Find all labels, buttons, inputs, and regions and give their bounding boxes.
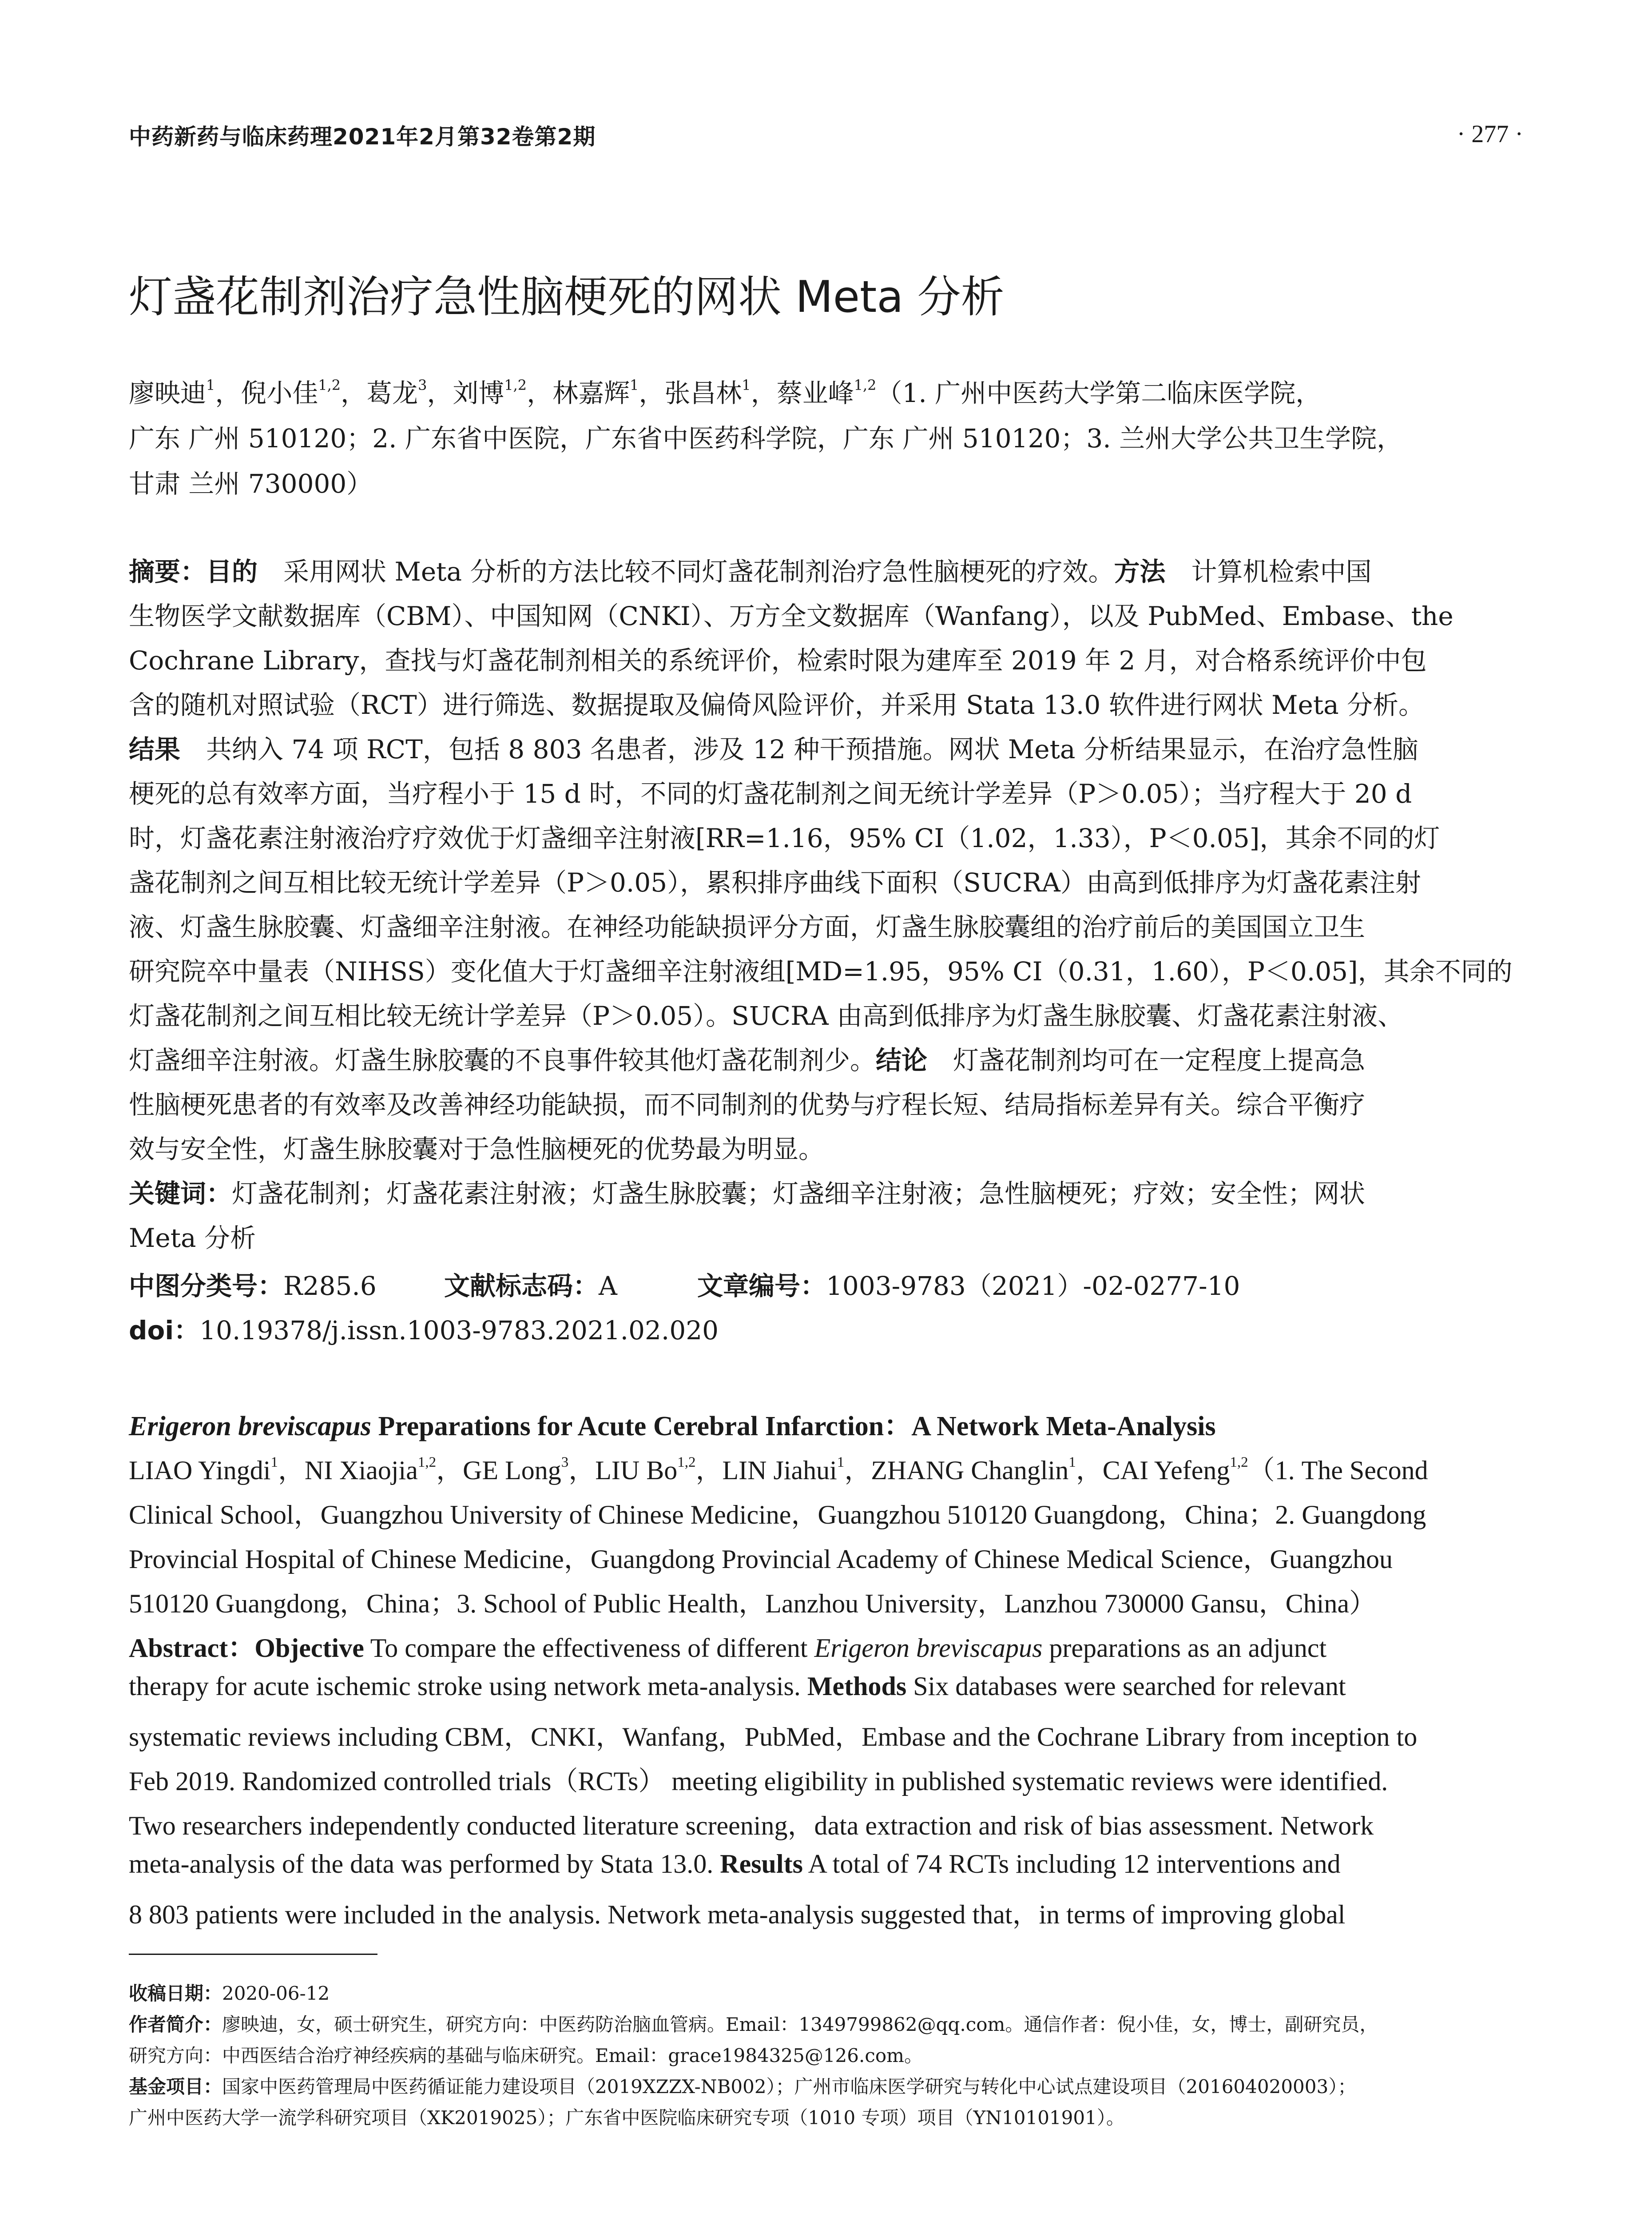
clc-label: 中图分类号： <box>129 1271 284 1301</box>
affiliation-mark: 1 <box>742 376 751 394</box>
keywords-line-2: Meta 分析 <box>129 1223 256 1253</box>
abstract-en-line-5: Two researchers independently conducted literature screening，data extraction and risk of bias assessment. Network <box>129 1811 1374 1840</box>
running-header: 中药新药与临床药理2021年2月第32卷第2期 <box>129 124 596 150</box>
abstract-cn-line-8: 盏花制剂之间互相比较无统计学差异（P＞0.05），累积排序曲线下面积（SUCRA）由高到低排序为灯盏花素注射 <box>129 868 1421 898</box>
author-en: ，GE Long <box>436 1456 561 1485</box>
affiliation-en-line-2: Clinical School，Guangzhou University of Chinese Medicine，Guangzhou 510120 Guangdong，China；2. Guangdong <box>129 1500 1426 1529</box>
abstract-en-text: meta-analysis of the data was performed by Stata 13.0. <box>129 1849 720 1879</box>
author-cn: ，林嘉辉 <box>527 378 630 408</box>
funding-text: 国家中医药管理局中医药循证能力建设项目（2019XZZX-NB002）；广州市临床医学研究与转化中心试点建设项目（201604020003）； <box>222 2076 1357 2098</box>
affiliation-en: （1. The Second <box>1248 1456 1428 1485</box>
author-cn: ，葛龙 <box>341 378 418 408</box>
title-en-rest: Preparations for Acute Cerebral Infarction：A Network Meta-Analysis <box>371 1411 1216 1441</box>
affiliation-cn: （1. 广州中医药大学第二临床医学院， <box>876 378 1322 408</box>
article-title-cn: 灯盏花制剂治疗急性脑梗死的网状 Meta 分析 <box>129 272 1005 322</box>
abstract-en-text: preparations as an adjunct <box>1042 1633 1327 1663</box>
document-code <box>444 1265 617 1302</box>
abstract-results-label: 结果 <box>129 734 181 764</box>
article-number <box>697 1265 1240 1302</box>
abstract-en-objective-label: Abstract：Objective <box>129 1633 364 1663</box>
received-label: 收稿日期： <box>129 1982 222 2004</box>
species-name: Erigeron breviscapus <box>129 1411 371 1441</box>
affiliation-mark: 1,2 <box>1230 1454 1248 1470</box>
abstract-cn-line-5 <box>129 728 1523 766</box>
affiliation-mark: 1 <box>837 1454 845 1470</box>
affiliation-en-line-3: Provincial Hospital of Chinese Medicine，Guangdong Provincial Academy of Chinese Medical Science，Guangzhou <box>129 1544 1393 1574</box>
authors-en-line-1 <box>129 1449 1523 1487</box>
abstract-cn-line-2: 生物医学文献数据库（CBM）、中国知网（CNKI）、万方全文数据库（Wanfang），以及 PubMed、Embase、the <box>129 601 1453 631</box>
author-en: ，LIN Jiahui <box>695 1456 837 1485</box>
abstract-conclusion-label: 结论 <box>876 1045 928 1075</box>
species-name: Erigeron breviscapus <box>814 1633 1043 1663</box>
abstract-en-text: A total of 74 RCTs including 12 interventions and <box>802 1849 1341 1879</box>
page-number: · 277 · <box>1457 120 1523 148</box>
affiliation-mark: 3 <box>418 376 427 394</box>
abstract-en-text: Six databases were searched for relevant <box>906 1672 1346 1701</box>
abstract-text: 灯盏花制剂均可在一定程度上提高急 <box>927 1045 1366 1075</box>
clc-number <box>129 1265 377 1302</box>
keywords-label: 关键词： <box>129 1178 232 1209</box>
funding-line-1 <box>129 2072 1523 2099</box>
abstract-text: 灯盏细辛注射液。灯盏生脉胶囊的不良事件较其他灯盏花制剂少。 <box>129 1045 876 1075</box>
abstract-en-line-1 <box>129 1627 1523 1665</box>
abstract-en-line-7: 8 803 patients were included in the analysis. Network meta-analysis suggested that，in terms of improving global <box>129 1900 1346 1929</box>
abstract-en-line-4: Feb 2019. Randomized controlled trials（RCTs） meeting eligibility in published systematic reviews were identified. <box>129 1767 1388 1796</box>
author-en: LIAO Yingdi <box>129 1456 271 1485</box>
abstract-en-line-2 <box>129 1671 1523 1702</box>
affiliation-cn-line-2: 广东 广州 510120；2. 广东省中医院，广东省中医药科学院，广东 广州 510120；3. 兰州大学公共卫生学院， <box>129 423 1403 454</box>
affiliation-mark: 1 <box>630 376 639 394</box>
abstract-cn-line-12 <box>129 1039 1523 1077</box>
abstract-text: 共纳入 74 项 RCT，包括 8 803 名患者，涉及 12 种干预措施。网状 Meta 分析结果显示，在治疗急性脑 <box>180 734 1418 764</box>
abstract-methods-label: 方法 <box>1114 557 1166 587</box>
affiliation-mark: 1,2 <box>504 376 527 394</box>
affiliation-mark: 3 <box>561 1454 569 1470</box>
author-bio-label: 作者简介： <box>129 2014 222 2035</box>
author-cn: ，倪小佳 <box>215 378 318 408</box>
article-title-en <box>129 1404 1523 1443</box>
affiliation-en-line-4: 510120 Guangdong，China；3. School of Public Health，Lanzhou University，Lanzhou 730000 Gansu，China） <box>129 1589 1376 1618</box>
affiliation-mark: 1,2 <box>417 1454 437 1470</box>
affiliation-mark: 1,2 <box>677 1454 696 1470</box>
affiliation-mark: 1 <box>270 1454 278 1470</box>
abstract-cn-line-4: 含的随机对照试验（RCT）进行筛选、数据提取及偏倚风险评价，并采用 Stata 13.0 软件进行网状 Meta 分析。 <box>129 690 1425 720</box>
affiliation-mark: 1 <box>1068 1454 1076 1470</box>
abstract-en-line-6 <box>129 1849 1523 1879</box>
abstract-cn-line-3: Cochrane Library，查找与灯盏花制剂相关的系统评价，检索时限为建库至 2019 年 2 月，对合格系统评价中包 <box>129 645 1427 676</box>
abstract-en-line-3: systematic reviews including CBM，CNKI，Wanfang，PubMed，Embase and the Cochrane Library from inception to <box>129 1722 1418 1751</box>
author-en: ，NI Xiaojia <box>278 1456 418 1485</box>
doi-value: 10.19378/j.issn.1003-9783.2021.02.020 <box>199 1315 719 1345</box>
abstract-cn-line-7: 时，灯盏花素注射液治疗疗效优于灯盏细辛注射液[RR=1.16，95% CI（1.02，1.33），P＜0.05]，其余不同的灯 <box>129 823 1440 853</box>
affiliation-mark: 1,2 <box>854 376 877 394</box>
abstract-cn-line-11: 灯盏花制剂之间互相比较无统计学差异（P＞0.05）。SUCRA 由高到低排序为灯盏生脉胶囊、灯盏花素注射液、 <box>129 1001 1404 1031</box>
abstract-cn-line-10: 研究院卒中量表（NIHSS）变化值大于灯盏细辛注射液组[MD=1.95，95% CI（0.31，1.60），P＜0.05]，其余不同的 <box>129 956 1513 987</box>
author-cn: ，蔡业峰 <box>751 378 854 408</box>
author-bio-line-2: 研究方向：中西医结合治疗神经疾病的基础与临床研究。Email：grace1984325@126.com。 <box>129 2045 923 2066</box>
abstract-text: 采用网状 Meta 分析的方法比较不同灯盏花制剂治疗急性脑梗死的疗效。 <box>258 557 1114 587</box>
author-en: ，ZHANG Changlin <box>844 1456 1069 1485</box>
funding-line-2: 广州中医药大学一流学科研究项目（XK2019025）；广东省中医院临床研究专项（1010 专项）项目（YN10101901）。 <box>129 2107 1125 2129</box>
author-cn: 廖映迪 <box>129 378 206 408</box>
abstract-en-methods-label: Methods <box>807 1672 907 1701</box>
document-code-value: A <box>599 1271 617 1301</box>
document-code-label: 文献标志码： <box>444 1271 599 1301</box>
author-cn: ，张昌林 <box>639 378 742 408</box>
doi <box>129 1310 719 1347</box>
affiliation-mark: 1 <box>206 376 215 394</box>
abstract-en-text: To compare the effectiveness of different <box>364 1633 814 1663</box>
author-bio-line-1 <box>129 2010 1523 2037</box>
received-date <box>129 1979 1523 2006</box>
affiliation-cn-line-3: 甘肃 兰州 730000） <box>129 469 373 499</box>
author-bio-text: 廖映迪，女，硕士研究生，研究方向：中医药防治脑血管病。Email：1349799862@qq.com。通信作者：倪小佳，女，博士，副研究员， <box>222 2014 1378 2035</box>
author-en: ，LIU Bo <box>568 1456 678 1485</box>
abstract-cn-line-1 <box>129 551 1523 588</box>
abstract-cn-line-9: 液、灯盏生脉胶囊、灯盏细辛注射液。在神经功能缺损评分方面，灯盏生脉胶囊组的治疗前后的美国国立卫生 <box>129 912 1366 942</box>
author-cn: ，刘博 <box>427 378 504 408</box>
funding-label: 基金项目： <box>129 2076 222 2098</box>
authors-cn-line-1 <box>129 372 1523 410</box>
abstract-objective-label: 摘要：目的 <box>129 557 258 587</box>
keywords-line-1 <box>129 1173 1523 1210</box>
abstract-cn-line-13: 性脑梗死患者的有效率及改善神经功能缺损，而不同制剂的优势与疗程长短、结局指标差异有关。综合平衡疗 <box>129 1090 1366 1120</box>
abstract-text: 计算机检索中国 <box>1165 557 1372 587</box>
keywords-text: 灯盏花制剂；灯盏花素注射液；灯盏生脉胶囊；灯盏细辛注射液；急性脑梗死；疗效；安全性；网状 <box>232 1178 1366 1209</box>
abstract-en-results-label: Results <box>720 1849 803 1879</box>
article-number-value: 1003-9783（2021）-02-0277-10 <box>826 1271 1240 1301</box>
abstract-cn-line-6: 梗死的总有效率方面，当疗程小于 15 d 时，不同的灯盏花制剂之间无统计学差异（P＞0.05）；当疗程大于 20 d <box>129 779 1412 809</box>
doi-label: doi： <box>129 1315 200 1345</box>
footnote-divider <box>129 1954 377 1955</box>
clc-value: R285.6 <box>283 1271 377 1301</box>
abstract-cn-line-14: 效与安全性，灯盏生脉胶囊对于急性脑梗死的优势最为明显。 <box>129 1134 825 1164</box>
author-en: ，CAI Yefeng <box>1076 1456 1230 1485</box>
article-number-label: 文章编号： <box>697 1271 826 1301</box>
received-value: 2020-06-12 <box>222 1982 330 2004</box>
affiliation-mark: 1,2 <box>318 376 341 394</box>
abstract-en-text: therapy for acute ischemic stroke using network meta-analysis. <box>129 1672 807 1701</box>
